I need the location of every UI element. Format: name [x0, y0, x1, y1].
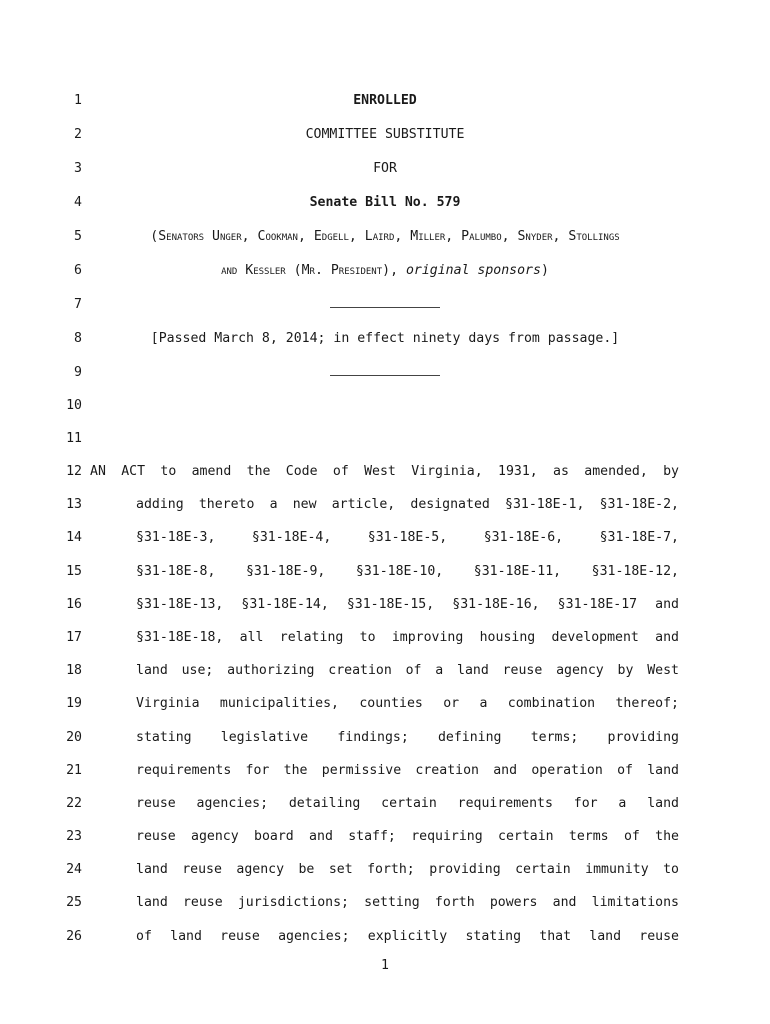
document-line	[0, 328, 770, 350]
body-text-line: stating legislative findings; defining terms; providing	[136, 730, 679, 745]
body-text-line: reuse agency board and staff; requiring certain terms of the	[136, 829, 679, 844]
document-line	[0, 461, 770, 483]
document-line	[0, 926, 770, 948]
document-line	[0, 294, 770, 316]
document-line	[0, 494, 770, 516]
document-line	[0, 260, 770, 282]
line-number: 10	[66, 398, 82, 413]
line-number: 18	[66, 663, 82, 678]
line-number: 16	[66, 597, 82, 612]
document-line	[0, 192, 770, 214]
document-line	[0, 90, 770, 112]
document-line	[0, 627, 770, 649]
body-text-line: Virginia municipalities, counties or a combination thereof;	[136, 696, 679, 711]
line-number: 24	[66, 862, 82, 877]
line-number: 7	[74, 297, 82, 312]
separator-rule	[330, 363, 440, 376]
body-text-line: reuse agencies; detailing certain requirements for a land	[136, 796, 679, 811]
document-line	[0, 727, 770, 749]
sponsors-line-2	[90, 260, 680, 282]
document-line	[0, 594, 770, 616]
line-number: 22	[66, 796, 82, 811]
line-number: 25	[66, 895, 82, 910]
document-line	[0, 362, 770, 384]
line-number: 2	[74, 127, 82, 142]
line-number: 6	[74, 263, 82, 278]
line-number: 19	[66, 696, 82, 711]
body-text-line: AN ACT to amend the Code of West Virginia, 1931, as amended, by	[90, 464, 679, 479]
line-number: 3	[74, 161, 82, 176]
body-text-line: §31-18E-3, §31-18E-4, §31-18E-5, §31-18E-6, §31-18E-7,	[136, 530, 679, 545]
document-line	[0, 124, 770, 146]
line-number: 14	[66, 530, 82, 545]
document-line	[0, 693, 770, 715]
line-number: 11	[66, 431, 82, 446]
body-text-line: §31-18E-13, §31-18E-14, §31-18E-15, §31-18E-16, §31-18E-17 and	[136, 597, 679, 612]
line-number: 4	[74, 195, 82, 210]
body-text-line: §31-18E-8, §31-18E-9, §31-18E-10, §31-18E-11, §31-18E-12,	[136, 564, 679, 579]
document-line	[0, 527, 770, 549]
body-text-line: of land reuse agencies; explicitly stating that land reuse	[136, 929, 679, 944]
separator-rule	[330, 295, 440, 308]
sponsors-names: and Kessler (Mr. President),	[221, 263, 399, 278]
document-line	[0, 892, 770, 914]
sponsors-close-paren: )	[540, 263, 549, 278]
document-line	[0, 428, 770, 450]
body-text-line: requirements for the permissive creation and operation of land	[136, 763, 679, 778]
line-number: 15	[66, 564, 82, 579]
line-number: 1	[74, 93, 82, 108]
line-number: 17	[66, 630, 82, 645]
body-text-line: §31-18E-18, all relating to improving housing development and	[136, 630, 679, 645]
line-number: 5	[74, 229, 82, 244]
line-number: 9	[74, 365, 82, 380]
document-line	[0, 226, 770, 248]
original-sponsors-label: original sponsors	[405, 263, 541, 278]
line-number: 23	[66, 829, 82, 844]
document-line	[0, 561, 770, 583]
line-number: 13	[66, 497, 82, 512]
line-number: 12	[66, 464, 82, 479]
body-text-line: land reuse jurisdictions; setting forth powers and limitations	[136, 895, 679, 910]
for-heading: FOR	[373, 161, 397, 176]
committee-substitute-heading: COMMITTEE SUBSTITUTE	[305, 127, 465, 142]
document-line	[0, 793, 770, 815]
document-line	[0, 760, 770, 782]
document-line	[0, 660, 770, 682]
body-text-line: land use; authorizing creation of a land reuse agency by West	[136, 663, 679, 678]
passed-note: [Passed March 8, 2014; in effect ninety days from passage.]	[150, 331, 620, 346]
line-number: 20	[66, 730, 82, 745]
line-number: 8	[74, 331, 82, 346]
bill-title: Senate Bill No. 579	[309, 195, 461, 210]
document-line	[0, 826, 770, 848]
body-text-line: land reuse agency be set forth; providing certain immunity to	[136, 862, 679, 877]
page-number: 1	[381, 958, 389, 973]
enrolled-heading: ENROLLED	[353, 93, 417, 108]
line-number: 26	[66, 929, 82, 944]
sponsors-line: (Senators Unger, Cookman, Edgell, Laird, Miller, Palumbo, Snyder, Stollings	[150, 229, 620, 244]
body-text-line: adding thereto a new article, designated §31-18E-1, §31-18E-2,	[136, 497, 679, 512]
line-number: 21	[66, 763, 82, 778]
document-line	[0, 158, 770, 180]
document-line	[0, 859, 770, 881]
document-line	[0, 395, 770, 417]
